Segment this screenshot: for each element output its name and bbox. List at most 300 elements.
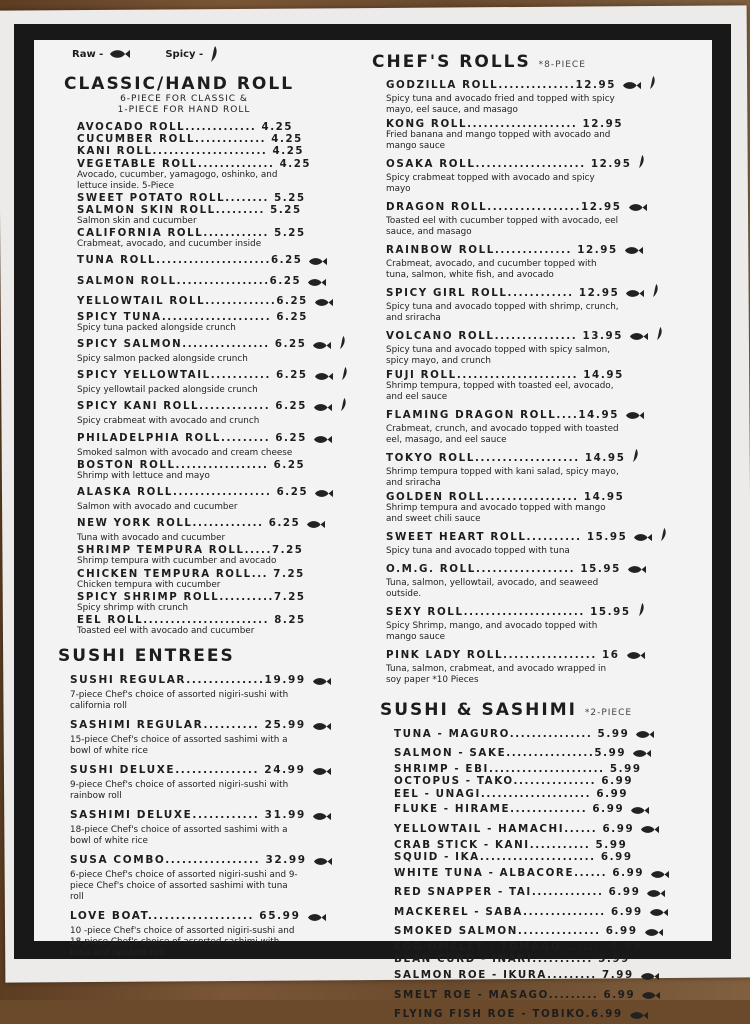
menu-item-name-price: TUNA ROLL.....................6.25 bbox=[77, 255, 303, 267]
fish-icon bbox=[644, 922, 664, 941]
menu-item-name-price: AVOCADO ROLL............. 4.25 bbox=[77, 122, 294, 133]
menu-item bbox=[386, 283, 702, 324]
menu-item-line bbox=[394, 883, 702, 902]
menu-item-name-price: SALMON ROE - IKURA......... 7.99 bbox=[394, 969, 634, 982]
menu-item-name-price: SWEET POTATO ROLL........ 5.25 bbox=[77, 192, 306, 204]
fish-icon bbox=[640, 819, 660, 838]
menu-item-icons bbox=[314, 366, 349, 385]
fish-icon bbox=[627, 559, 647, 578]
menu-item-line bbox=[77, 159, 359, 170]
menu-item-icons bbox=[629, 1005, 649, 1024]
pepper-icon bbox=[631, 448, 640, 467]
entrees-title: SUSHI ENTREES bbox=[58, 645, 235, 666]
menu-item bbox=[77, 592, 359, 614]
menu-item bbox=[77, 335, 359, 365]
menu-item-name-price: FUJI ROLL...................... 14.95 bbox=[386, 369, 624, 381]
menu-item-description: Spicy crabmeat topped with avocado and spicy mayo bbox=[386, 173, 595, 194]
menu-item-description: Toasted eel with avocado and cucumber bbox=[77, 625, 255, 636]
menu-item-line bbox=[77, 514, 359, 533]
menu-item-icons bbox=[306, 514, 326, 533]
menu-item-name-price: ALASKA ROLL.................. 6.25 bbox=[77, 487, 309, 498]
legend-raw-label: Raw - bbox=[72, 48, 104, 60]
menu-item-name-price: VOLCANO ROLL............... 13.95 bbox=[386, 329, 624, 342]
fish-icon bbox=[628, 197, 648, 216]
menu-item bbox=[77, 483, 359, 513]
menu-item bbox=[77, 134, 359, 145]
menu-item-description: Shrimp tempura with cucumber and avocado bbox=[77, 556, 277, 567]
menu-item-name-price: SALMON - SAKE................5.99 bbox=[394, 746, 627, 759]
menu-item-name-price: SUSHI REGULAR..............19.99 bbox=[70, 674, 306, 687]
fish-icon bbox=[307, 272, 327, 291]
menu-item-name-price: GODZILLA ROLL..............12.95 bbox=[386, 78, 617, 91]
menu-item-icons bbox=[635, 724, 655, 743]
menu-item bbox=[386, 527, 702, 557]
menu-item bbox=[77, 429, 359, 459]
menu-item bbox=[77, 366, 359, 396]
menu-item bbox=[394, 788, 702, 800]
menu-item-line bbox=[77, 429, 359, 448]
fish-icon bbox=[624, 240, 644, 259]
menu-item bbox=[394, 775, 702, 787]
menu-item-line bbox=[77, 397, 359, 416]
menu-item-line bbox=[394, 1005, 702, 1024]
menu-item-line bbox=[386, 154, 702, 173]
menu-item-line bbox=[386, 326, 702, 345]
menu-item-name-price: SPICY SHRIMP ROLL..........7.25 bbox=[77, 591, 306, 603]
menu-item-icons bbox=[312, 716, 332, 735]
menu-item-line bbox=[394, 953, 702, 965]
menu-item-description: Spicy yellowtail packed alongside crunch bbox=[77, 385, 258, 396]
menu-item bbox=[70, 761, 359, 802]
menu-item-line bbox=[386, 645, 702, 664]
menu-item-line bbox=[394, 864, 702, 883]
menu-item-name-price: FLYING FISH ROE - TOBIKO.6.99 bbox=[394, 1008, 623, 1021]
fish-icon bbox=[312, 806, 332, 825]
menu-item-name-price: SMOKED SALMON............... 6.99 bbox=[394, 925, 638, 938]
fish-icon bbox=[626, 645, 646, 664]
menu-item-icons bbox=[627, 559, 647, 578]
fish-icon bbox=[650, 864, 670, 883]
classic-list bbox=[77, 122, 359, 637]
menu-item-name-price: TUNA - MAGURO............... 5.99 bbox=[394, 727, 630, 740]
menu-item-icons bbox=[308, 251, 328, 270]
menu-item bbox=[77, 159, 359, 192]
menu-item bbox=[77, 292, 359, 311]
menu-item-icons bbox=[631, 448, 640, 467]
legend-spicy-label: Spicy - bbox=[165, 48, 204, 60]
menu-item-name-price: SPICY GIRL ROLL............ 12.95 bbox=[386, 286, 620, 299]
menu-item-line bbox=[77, 193, 359, 204]
menu-item-name-price: CALIFORNIA ROLL............ 5.25 bbox=[77, 228, 306, 240]
pepper-icon bbox=[648, 75, 657, 94]
menu-item-name-price: YELLOWTAIL ROLL.............6.25 bbox=[77, 295, 308, 307]
menu-item bbox=[394, 953, 702, 965]
menu-item-description: Tuna, salmon, crabmeat, and avocado wrapped in soy paper *10 Pieces bbox=[386, 664, 607, 685]
menu-item-description: Tuna with avocado and cucumber bbox=[77, 533, 226, 544]
fish-icon bbox=[306, 514, 326, 533]
menu-item-line bbox=[386, 75, 702, 94]
menu-item-name-price: SHRIMP - EBI..................... 5.99 bbox=[394, 762, 642, 775]
menu-item-description: 10 -piece Chef's choice of assorted nigiri-sushi and 18-piece Chef's choice of assorted sashimi with tuna and rainbow roll bbox=[70, 925, 295, 958]
menu-item-description: Spicy tuna and avocado topped with spicy salmon, spicy mayo, and crunch bbox=[386, 345, 610, 366]
fish-icon bbox=[308, 251, 328, 270]
menu-item-line bbox=[394, 775, 702, 787]
fish-icon bbox=[109, 49, 131, 60]
chefs-note: *8-PIECE bbox=[538, 60, 586, 70]
fish-icon bbox=[312, 761, 332, 780]
menu-item-description: Spicy tuna and avocado fried and topped with spicy mayo, eel sauce, and masago bbox=[386, 94, 615, 115]
menu-item-description: 6-piece Chef's choice of assorted nigiri-sushi and 9-piece Chef's choice of assorted sashimi with tuna roll bbox=[70, 869, 298, 902]
menu-item-icons bbox=[649, 902, 669, 921]
fish-icon bbox=[312, 671, 332, 690]
chefs-list bbox=[386, 75, 702, 686]
menu-item-description: Spicy tuna and avocado topped with shrimp, crunch, and sriracha bbox=[386, 302, 619, 323]
fish-icon bbox=[649, 902, 669, 921]
menu-item-description: Salmon skin and cucumber bbox=[77, 215, 197, 226]
menu-item-line bbox=[70, 671, 359, 690]
menu-item-line bbox=[77, 228, 359, 239]
menu-item bbox=[386, 369, 702, 403]
menu-item-name-price: RED SNAPPER - TAI............. 6.99 bbox=[394, 886, 641, 899]
menu-item-name-price: SWEET HEART ROLL.......... 15.95 bbox=[386, 530, 628, 543]
menu-item-name-price: SPICY TUNA.................... 6.25 bbox=[77, 311, 308, 323]
menu-item bbox=[70, 671, 359, 712]
menu-item-description: Spicy crabmeat with avocado and crunch bbox=[77, 416, 260, 427]
menu-item-icons bbox=[629, 326, 664, 345]
menu-item-line bbox=[394, 800, 702, 819]
menu-item bbox=[394, 941, 702, 953]
menu-item bbox=[394, 922, 702, 941]
menu-item-line bbox=[77, 335, 359, 354]
menu-item-name-price: OSAKA ROLL.................... 12.95 bbox=[386, 157, 632, 170]
menu-item-description: Spicy shrimp with crunch bbox=[77, 602, 189, 613]
menu-item-icons bbox=[637, 154, 646, 173]
menu-item-line bbox=[394, 985, 702, 1004]
menu-item-name-price: SALMON ROLL.................6.25 bbox=[77, 275, 302, 287]
fish-icon bbox=[312, 716, 332, 735]
menu-item-icons bbox=[312, 761, 332, 780]
menu-item-line bbox=[394, 724, 702, 743]
menu-item bbox=[394, 864, 702, 883]
menu-item-icons bbox=[626, 645, 646, 664]
menu-item-name-price: YELLOWTAIL - HAMACHI...... 6.99 bbox=[394, 822, 635, 835]
pepper-icon bbox=[338, 335, 347, 354]
menu-item-name-price: MACKEREL - SABA............... 6.99 bbox=[394, 905, 643, 918]
sushi-sashimi-heading bbox=[380, 700, 702, 720]
pepper-icon bbox=[659, 527, 668, 546]
menu-item bbox=[386, 602, 702, 643]
menu-item-description: Spicy salmon packed alongside crunch bbox=[77, 354, 248, 365]
pepper-icon bbox=[637, 154, 646, 173]
fish-icon bbox=[635, 724, 655, 743]
pepper-icon bbox=[209, 45, 219, 63]
menu-item-name-price: OCTOPUS - TAKO............... 6.99 bbox=[394, 775, 634, 788]
fish-icon bbox=[625, 405, 645, 424]
menu-item bbox=[386, 405, 702, 446]
menu-item-name-price: SHRIMP TEMPURA ROLL.....7.25 bbox=[77, 545, 304, 557]
menu-item-line bbox=[394, 922, 702, 941]
fish-icon bbox=[629, 1005, 649, 1024]
menu-item-icons bbox=[625, 283, 660, 302]
menu-item-icons bbox=[313, 397, 348, 416]
menu-item-icons bbox=[624, 240, 644, 259]
menu-item-name-price: CRAB STICK - KANI........... 5.99 bbox=[394, 838, 628, 851]
menu-item-line bbox=[386, 240, 702, 259]
sushi-sashimi-note: *2-PIECE bbox=[584, 708, 633, 718]
pepper-icon bbox=[655, 326, 664, 345]
menu-item-icons bbox=[312, 806, 332, 825]
menu-item bbox=[77, 569, 359, 591]
menu-item bbox=[386, 118, 702, 152]
menu-item-line bbox=[386, 602, 702, 621]
fish-icon bbox=[313, 397, 333, 416]
menu-item-line bbox=[394, 941, 702, 953]
menu-item-line bbox=[394, 902, 702, 921]
fish-icon bbox=[632, 743, 652, 762]
menu-item-description: Shrimp tempura topped with kani salad, spicy mayo, and sriracha bbox=[386, 467, 619, 488]
fish-icon bbox=[625, 283, 645, 302]
classic-subtitle-line-1: 6-PIECE FOR CLASSIC & bbox=[120, 94, 248, 104]
menu-item-description: 9-piece Chef's choice of assorted nigiri-sushi with rainbow roll bbox=[70, 779, 289, 801]
menu-item-description: Spicy Shrimp, mango, and avocado topped with mango sauce bbox=[386, 621, 598, 642]
pepper-icon bbox=[651, 283, 660, 302]
fish-icon bbox=[314, 292, 334, 311]
menu-item-name-price: SUSA COMBO................. 32.99 bbox=[70, 854, 307, 867]
menu-item bbox=[386, 448, 702, 489]
menu-item-icons bbox=[312, 671, 332, 690]
menu-item bbox=[394, 985, 702, 1004]
menu-item-icons bbox=[633, 527, 668, 546]
menu-item-icons bbox=[625, 405, 645, 424]
pepper-icon bbox=[340, 366, 349, 385]
menu-item-description: Crabmeat, avocado, and cucumber inside bbox=[77, 239, 262, 250]
sushi-sashimi-list bbox=[394, 724, 702, 1024]
chefs-heading bbox=[372, 52, 702, 72]
menu-item bbox=[394, 763, 702, 775]
menu-item-line bbox=[77, 545, 359, 556]
menu-item-description: Salmon with avocado and cucumber bbox=[77, 502, 238, 512]
classic-subtitle-line-2: 1-PIECE FOR HAND ROLL bbox=[117, 105, 251, 115]
menu-item bbox=[386, 75, 702, 116]
menu-item-name-price: FLUKE - HIRAME.............. 6.99 bbox=[394, 803, 625, 816]
menu-item-line bbox=[386, 491, 702, 503]
menu-item bbox=[386, 645, 702, 686]
menu-item-icons bbox=[637, 602, 646, 621]
entrees-list bbox=[70, 671, 359, 959]
menu-item-icons bbox=[307, 907, 327, 926]
menu-item-description: Spicy tuna and avocado topped with tuna bbox=[386, 546, 570, 556]
menu-item bbox=[77, 272, 359, 291]
menu-item-name-price: RAINBOW ROLL.............. 12.95 bbox=[386, 243, 618, 256]
menu-item-name-price: EEL - UNAGI.................... 6.99 bbox=[394, 787, 629, 800]
menu-item-description: Fried banana and mango topped with avocado and mango sauce bbox=[386, 130, 611, 151]
menu-item bbox=[77, 514, 359, 544]
menu-item-name-price: WHITE TUNA - ALBACORE...... 6.99 bbox=[394, 867, 645, 880]
fish-icon bbox=[307, 907, 327, 926]
menu-item-line bbox=[77, 134, 359, 145]
menu-item-name-price: FLAMING DRAGON ROLL....14.95 bbox=[386, 408, 619, 421]
fish-icon bbox=[314, 366, 334, 385]
menu-item bbox=[394, 851, 702, 863]
menu-item-name-price: LOVE BOAT................... 65.99 bbox=[70, 910, 301, 923]
menu-item-description: 7-piece Chef's choice of assorted nigiri-sushi with california roll bbox=[70, 689, 289, 711]
menu-item-name-price: CUCUMBER ROLL............. 4.25 bbox=[77, 134, 303, 146]
menu-item-name-price: PINK LADY ROLL................. 16 bbox=[386, 648, 620, 661]
menu-item bbox=[77, 122, 359, 133]
menu-item-icons bbox=[307, 272, 327, 291]
menu-item-line bbox=[386, 448, 702, 467]
menu-item bbox=[394, 966, 702, 985]
fish-icon bbox=[313, 429, 333, 448]
menu-item bbox=[394, 724, 702, 743]
menu-item-description: Avocado, cucumber, yamagogo, oshinko, and lettuce inside. 5-Piece bbox=[77, 169, 278, 191]
menu-item-name-price: SASHIMI REGULAR.......... 25.99 bbox=[70, 719, 306, 732]
menu-item-icons bbox=[312, 335, 347, 354]
menu-item-line bbox=[70, 716, 359, 735]
menu-item-name-price: SUSHI DELUXE............... 24.99 bbox=[70, 764, 306, 777]
menu-item-name-price: SPICY KANI ROLL............. 6.25 bbox=[77, 401, 307, 413]
menu-item-line bbox=[77, 251, 359, 270]
menu-item-line bbox=[386, 405, 702, 424]
menu-item-line bbox=[386, 369, 702, 381]
menu-item-icons bbox=[622, 75, 657, 94]
pepper-icon bbox=[339, 397, 348, 416]
menu-item-name-price: CHICKEN TEMPURA ROLL... 7.25 bbox=[77, 568, 305, 580]
menu-item-description: 15-piece Chef's choice of assorted sashimi with a bowl of white rice bbox=[70, 734, 288, 756]
menu-item bbox=[77, 545, 359, 567]
sushi-sashimi-title: SUSHI & SASHIMI bbox=[380, 700, 577, 720]
menu-item-name-price: SALMON SKIN ROLL......... 5.25 bbox=[77, 204, 302, 216]
menu-item-line bbox=[77, 483, 359, 502]
menu-item bbox=[77, 397, 359, 427]
menu-item-line bbox=[70, 806, 359, 825]
menu-item-name-price: KONG ROLL.................... 12.95 bbox=[386, 118, 624, 130]
menu-item bbox=[386, 491, 702, 525]
classic-title: CLASSIC/HAND ROLL bbox=[64, 74, 295, 94]
menu-item-name-price: DRAGON ROLL.................12.95 bbox=[386, 200, 622, 213]
fish-icon bbox=[313, 851, 333, 870]
menu-item-line bbox=[77, 615, 359, 626]
menu-item-line bbox=[394, 743, 702, 762]
menu-item bbox=[386, 197, 702, 238]
menu-item-icons bbox=[314, 292, 334, 311]
right-column bbox=[372, 52, 702, 1024]
menu-item-line bbox=[77, 592, 359, 603]
legend bbox=[72, 44, 359, 64]
menu-item-name-price: BOSTON ROLL................. 6.25 bbox=[77, 459, 306, 471]
menu-item-name-price: GOLDEN ROLL................. 14.95 bbox=[386, 491, 625, 503]
menu-item-name-price: EGG OMELET - TOMAGO........ 5.99 bbox=[394, 941, 643, 954]
menu-item-icons bbox=[313, 851, 333, 870]
menu-item bbox=[70, 716, 359, 757]
menu-item-name-price: SEXY ROLL...................... 15.95 bbox=[386, 605, 631, 618]
menu-item-line bbox=[70, 851, 359, 870]
menu-item bbox=[394, 883, 702, 902]
menu-item bbox=[70, 806, 359, 847]
menu-item-name-price: EEL ROLL....................... 8.25 bbox=[77, 614, 306, 626]
fish-icon bbox=[641, 985, 661, 1004]
menu-item-line bbox=[77, 122, 359, 133]
menu-item-line bbox=[70, 761, 359, 780]
menu-item-line bbox=[77, 312, 359, 323]
fish-icon bbox=[633, 527, 653, 546]
menu-item-line bbox=[386, 118, 702, 130]
menu-item-line bbox=[386, 283, 702, 302]
menu-item bbox=[77, 205, 359, 227]
pepper-icon bbox=[637, 602, 646, 621]
menu-item-name-price: NEW YORK ROLL............. 6.25 bbox=[77, 518, 301, 530]
menu-item bbox=[77, 146, 359, 157]
chefs-title: CHEF'S ROLLS bbox=[372, 52, 531, 72]
menu-item-name-price: SMELT ROE - MASAGO......... 6.99 bbox=[394, 988, 636, 1001]
menu-item bbox=[394, 902, 702, 921]
menu-item-icons bbox=[641, 985, 661, 1004]
menu-item-icons bbox=[646, 883, 666, 902]
menu-item-icons bbox=[313, 429, 333, 448]
menu-item bbox=[394, 743, 702, 762]
menu-item-line bbox=[394, 966, 702, 985]
menu-item bbox=[77, 193, 359, 204]
menu-item-line bbox=[77, 366, 359, 385]
menu-item-description: Chicken tempura with cucumber bbox=[77, 579, 221, 590]
menu-item bbox=[77, 615, 359, 637]
menu-item-line bbox=[77, 460, 359, 471]
menu-item bbox=[70, 851, 359, 903]
menu-item-line bbox=[77, 146, 359, 157]
menu-item-icons bbox=[644, 922, 664, 941]
menu-item-name-price: SQUID - IKA..................... 6.99 bbox=[394, 851, 633, 864]
menu-item-icons bbox=[650, 864, 670, 883]
menu-item-icons bbox=[628, 197, 648, 216]
menu-item-name-price: PHILADELPHIA ROLL......... 6.25 bbox=[77, 432, 307, 444]
fish-icon bbox=[630, 800, 650, 819]
fish-icon bbox=[640, 966, 660, 985]
menu-item-line bbox=[77, 569, 359, 580]
menu-item-line bbox=[77, 272, 359, 291]
fish-icon bbox=[312, 335, 332, 354]
menu-item bbox=[394, 800, 702, 819]
fish-icon bbox=[314, 483, 334, 502]
menu-item-line bbox=[394, 819, 702, 838]
menu-item-line bbox=[77, 205, 359, 216]
menu-item bbox=[386, 154, 702, 195]
fish-icon bbox=[622, 75, 642, 94]
classic-subtitle bbox=[64, 94, 304, 116]
menu-item-line bbox=[394, 763, 702, 775]
menu-item bbox=[394, 1005, 702, 1024]
menu-item bbox=[77, 251, 359, 270]
menu-item bbox=[386, 326, 702, 367]
menu-item-icons bbox=[640, 819, 660, 838]
menu-item-line bbox=[77, 292, 359, 311]
menu-item-description: 18-piece Chef's choice of assorted sashimi with a bowl of white rice bbox=[70, 824, 288, 846]
menu-item bbox=[77, 460, 359, 482]
menu-item-description: Smoked salmon with avocado and cream cheese bbox=[77, 447, 293, 458]
menu-item bbox=[77, 228, 359, 250]
menu-item-name-price: KANI ROLL..................... 4.25 bbox=[77, 146, 305, 158]
menu-item-name-price: VEGETABLE ROLL.............. 4.25 bbox=[77, 158, 312, 170]
menu-item-line bbox=[394, 851, 702, 863]
menu-item-name-price: SPICY YELLOWTAIL........... 6.25 bbox=[77, 370, 308, 382]
menu-item-icons bbox=[630, 800, 650, 819]
fish-icon bbox=[629, 326, 649, 345]
menu-item-line bbox=[394, 839, 702, 851]
menu-item-name-price: TOKYO ROLL................... 14.95 bbox=[386, 451, 626, 464]
menu-item-description: Shrimp tempura, topped with toasted eel, avocado, and eel sauce bbox=[386, 381, 614, 402]
menu-item-description: Toasted eel with cucumber topped with avocado, eel sauce, and masago bbox=[386, 216, 619, 237]
menu-item-name-price: O.M.G. ROLL.................. 15.95 bbox=[386, 562, 621, 575]
menu-item bbox=[386, 240, 702, 281]
